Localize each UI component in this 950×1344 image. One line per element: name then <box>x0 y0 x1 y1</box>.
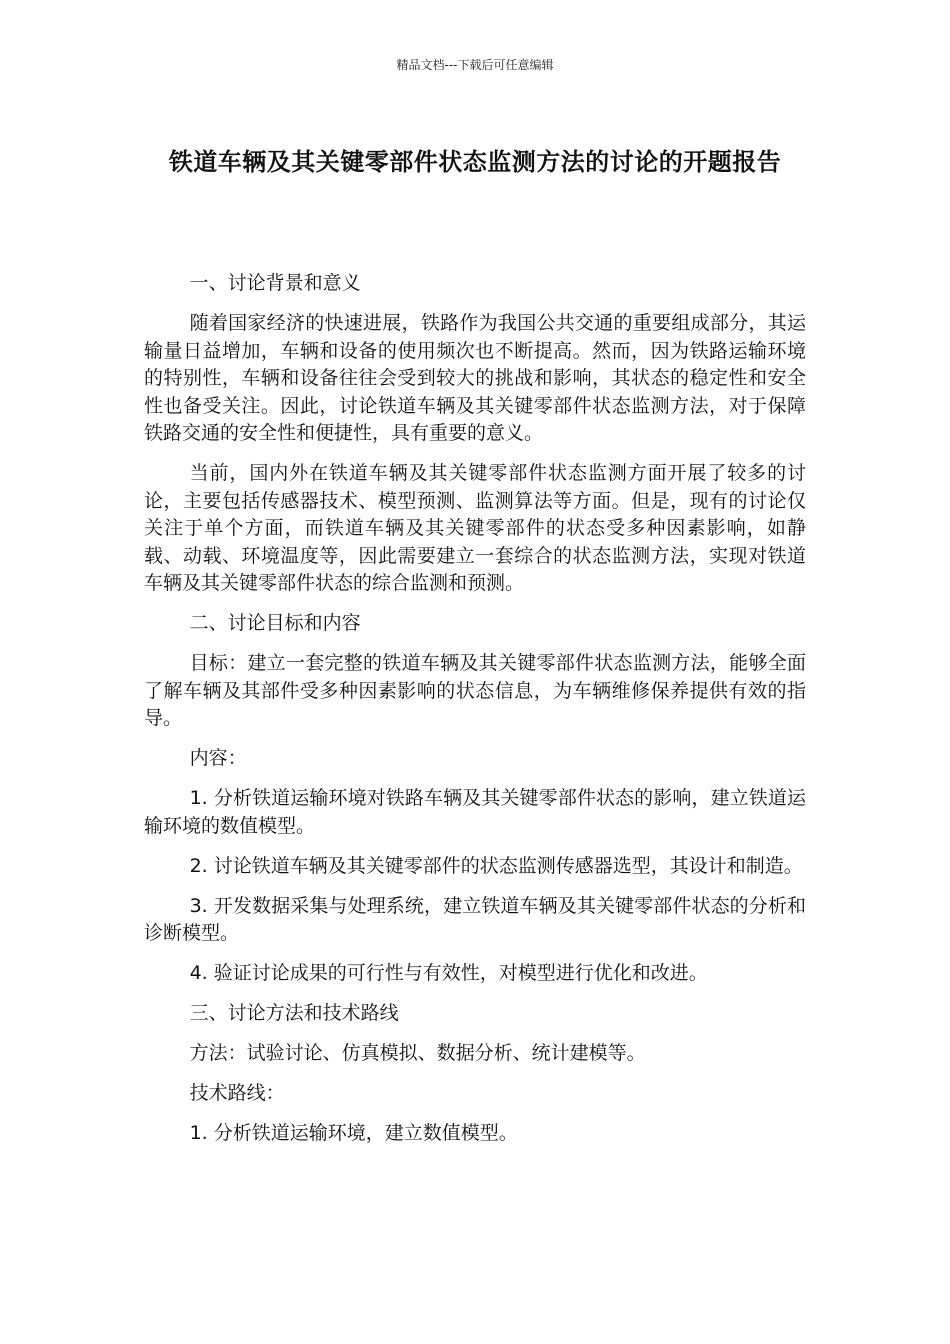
section-heading-methods: 三、讨论方法和技术路线 <box>189 1002 399 1024</box>
list-item-content-2: 2. 讨论铁道车辆及其关键零部件的状态监测传感器选型，其设计和制造。 <box>189 854 803 877</box>
document-body <box>144 270 806 1160</box>
paragraph-methods: 方法：试验讨论、仿真模拟、数据分析、统计建模等。 <box>189 1042 646 1064</box>
list-item-content-1: 1. 分析铁道运输环境对铁路车辆及其关键零部件状态的影响，建立铁道运输环境的数值模型。 <box>144 787 806 837</box>
list-item-content-3: 3. 开发数据采集与处理系统，建立铁道车辆及其关键零部件状态的分析和诊断模型。 <box>144 894 806 944</box>
paragraph-content-label: 内容： <box>189 747 247 769</box>
paragraph-background: 随着国家经济的快速进展，铁路作为我国公共交通的重要组成部分，其运输量日益增加，车辆和设备的使用频次也不断提高。然而，因为铁路运输环境的特别性，车辆和设备往往会受到较大的挑战和影响，其状态的稳定性和安全性也备受关注。因此，讨论铁道车辆及其关键零部件状态监测方法，对于保障铁路交通的安全性和便捷性，具有重要的意义。 <box>144 312 806 444</box>
section-heading-background: 一、讨论背景和意义 <box>189 272 361 294</box>
section-heading-goals: 二、讨论目标和内容 <box>189 612 361 634</box>
paragraph-current-research: 当前，国内外在铁道车辆及其关键零部件状态监测方面开展了较多的讨论，主要包括传感器技术、模型预测、监测算法等方面。但是，现有的讨论仅关注于单个方面，而铁道车辆及其关键零部件的状态受多种因素影响，如静载、动载、环境温度等，因此需要建立一套综合的状态监测方法，实现对铁道车辆及其关键零部件状态的综合监测和预测。 <box>144 462 806 594</box>
paragraph-goal: 目标：建立一套完整的铁道车辆及其关键零部件状态监测方法，能够全面了解车辆及其部件受多种因素影响的状态信息，为车辆维修保养提供有效的指导。 <box>144 652 806 729</box>
list-item-route-1: 1. 分析铁道运输环境，建立数值模型。 <box>189 1122 518 1144</box>
list-item-content-4: 4. 验证讨论成果的可行性与有效性，对模型进行优化和改进。 <box>189 962 708 984</box>
page-header-watermark: 精品文档---下载后可任意编辑 <box>396 58 554 72</box>
paragraph-tech-route-label: 技术路线： <box>189 1082 285 1104</box>
document-title: 铁道车辆及其关键零部件状态监测方法的讨论的开题报告 <box>168 148 782 176</box>
